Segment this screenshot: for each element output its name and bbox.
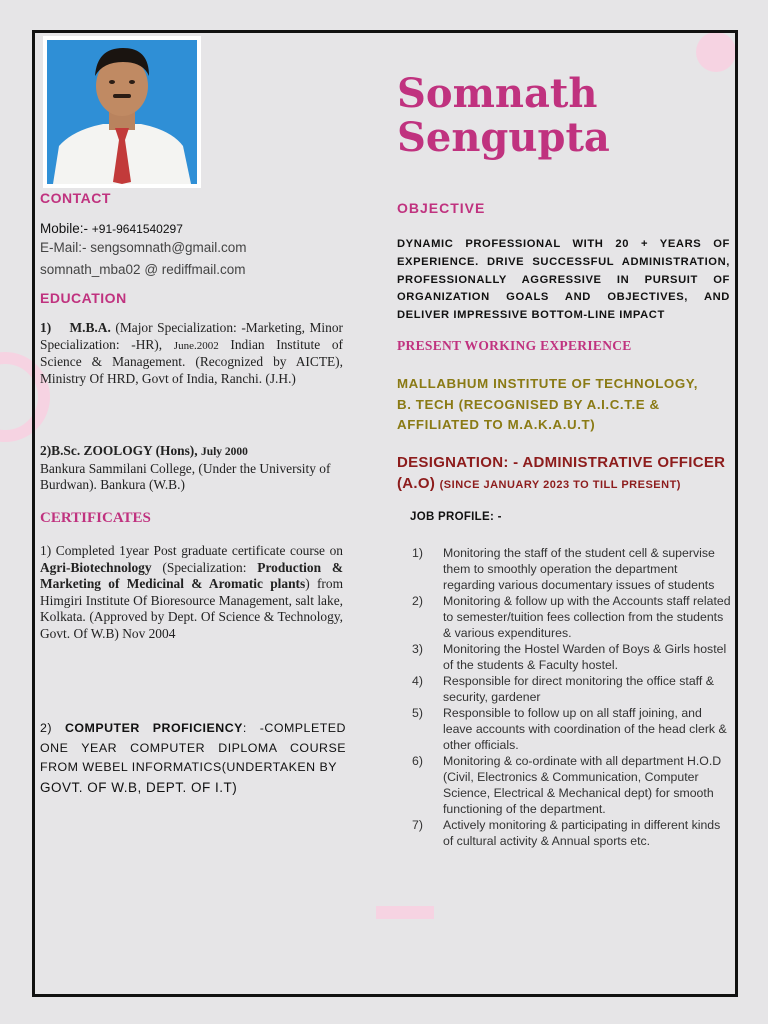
- certificate-2: [40, 719, 346, 797]
- contact-email-2[interactable]: somnath_mba02 @ rediffmail.com: [40, 262, 246, 277]
- email-label: E-Mail:-: [40, 240, 87, 255]
- email-address[interactable]: sengsomnath@gmail.com: [90, 240, 247, 255]
- contact-mobile: [40, 221, 183, 236]
- first-name: Somnath: [397, 70, 598, 117]
- job-profile-label: JOB PROFILE: -: [410, 511, 502, 523]
- duty-number: 3): [412, 642, 423, 656]
- last-name: Sengupta: [397, 114, 610, 161]
- job-duty-item: [412, 753, 732, 817]
- duty-number: 5): [412, 706, 423, 720]
- bsc-date: July 2000: [200, 446, 248, 458]
- duty-text: Responsible for direct monitoring the office staff & security, gardener: [443, 674, 714, 704]
- mba-text: (Major Specialization: -Marketing, Minor Specialization: -HR),: [40, 320, 343, 352]
- mobile-label: Mobile:-: [40, 221, 89, 236]
- designation: [397, 452, 737, 496]
- candidate-name: [397, 72, 610, 160]
- duty-text: Actively monitoring & participating in different kinds of cultural activity & Annual sports etc.: [443, 818, 721, 848]
- job-duty-item: [412, 545, 732, 593]
- cert1-intro: 1) Completed 1year Post graduate certificate course on: [40, 543, 343, 558]
- bsc-rest: Bankura Sammilani College, (Under the University of Burdwan). Bankura (W.B.): [40, 460, 331, 493]
- contact-heading: CONTACT: [40, 190, 111, 206]
- job-duty-item: [412, 705, 732, 753]
- cert1-spec-label: (Specialization:: [162, 559, 247, 575]
- designation-line-2: [397, 473, 737, 496]
- institute-line-1: MALLABHUM INSTITUTE OF TECHNOLOGY,: [397, 376, 699, 391]
- job-duty-item: [412, 673, 732, 705]
- contact-email: [40, 240, 247, 255]
- cert2-num: 2): [40, 721, 53, 735]
- job-duty-item: [412, 593, 732, 641]
- cert2-text: : -COMPLETED ONE YEAR COMPUTER DIPLOMA COURSE FROM WEBEL INFORMATICS(UNDERTAKEN BY: [40, 721, 346, 775]
- designation-since: (SINCE JANUARY 2023 TO TILL PRESENT): [439, 479, 681, 491]
- duty-text: Monitoring the Hostel Warden of Boys & Girls hostel of the students & Faculty hostel.: [443, 642, 727, 672]
- education-mba: [40, 320, 343, 387]
- duty-number: 2): [412, 594, 423, 608]
- duty-number: 4): [412, 674, 423, 688]
- cert1-course: Agri-Biotechnology: [40, 559, 152, 575]
- cert1-specialization: Production & Marketing of Medicinal & Aromatic plants: [40, 559, 343, 592]
- certificate-1: [40, 543, 343, 643]
- designation-line-1: DESIGNATION: - ADMINISTRATIVE OFFICER: [397, 454, 726, 471]
- duty-text: Monitoring the staff of the student cell & supervise them to smoothly operation the department regarding various documentary issues of students: [443, 546, 715, 592]
- job-duty-item: [412, 641, 732, 673]
- duty-number: 7): [412, 818, 423, 832]
- mba-rest: Indian Institute of Science & Management. (Recognized by AICTE), Ministry Of HRD, Govt of India, Ranchi. (J.H.): [40, 336, 343, 386]
- institute-line-2: B. TECH (RECOGNISED BY A.I.C.T.E &: [397, 396, 660, 412]
- duty-text: Monitoring & co-ordinate with all department H.O.D (Civil, Electronics & Communication, Computer Science, Electrical & Mechanical dept) for smooth functioning of the department.: [443, 754, 722, 816]
- job-duties-list: [412, 545, 732, 849]
- education-heading: EDUCATION: [40, 290, 127, 306]
- education-bsc: [40, 443, 343, 494]
- duty-text: Responsible to follow up on all staff joining, and leave accounts with coordination of the head clerk & other officials.: [443, 706, 727, 752]
- duty-number: 1): [412, 546, 423, 560]
- experience-heading: PRESENT WORKING EXPERIENCE: [397, 338, 632, 353]
- mba-date: June.2002: [173, 339, 219, 352]
- duty-number: 6): [412, 754, 423, 768]
- mba-title: M.B.A.: [69, 320, 111, 335]
- cert2-last: GOVT. OF W.B, DEPT. OF I.T): [40, 779, 238, 795]
- certificates-heading: CERTIFICATES: [40, 510, 151, 526]
- mobile-number: +91-9641540297: [91, 222, 183, 236]
- cert2-title: COMPUTER PROFICIENCY: [64, 721, 243, 735]
- job-duty-item: [412, 817, 732, 849]
- objective-heading: OBJECTIVE: [397, 200, 486, 216]
- objective-text: DYNAMIC PROFESSIONAL WITH 20 + YEARS OF EXPERIENCE. DRIVE SUCCESSFUL ADMINISTRATION, PROFESSIONALLY AGGRESSIVE IN PURSUIT OF ORGANIZATION GOALS AND OBJECTIVES, AND DELIVER IMPRESSIVE BOTTOM-LINE IMPACT: [397, 238, 730, 322]
- profile-photo: [43, 36, 201, 188]
- institute-line-3: AFFILIATED TO M.A.K.A.U.T): [397, 417, 596, 432]
- mba-num: 1): [40, 320, 52, 335]
- duty-text: Monitoring & follow up with the Accounts staff related to semester/tuition fees collection from the students & various expenditures.: [443, 594, 731, 640]
- institute-name: [397, 374, 737, 436]
- bsc-title: 2)B.Sc. ZOOLOGY (Hons),: [40, 443, 198, 458]
- cert1-rest: ) from Himgiri Institute Of Bioresource Management, salt lake, Kolkata. (Approved by Dept. Of Science & Technology, Govt. Of W.B) Nov 2004: [40, 576, 343, 641]
- designation-abbr: (A.O): [397, 475, 436, 492]
